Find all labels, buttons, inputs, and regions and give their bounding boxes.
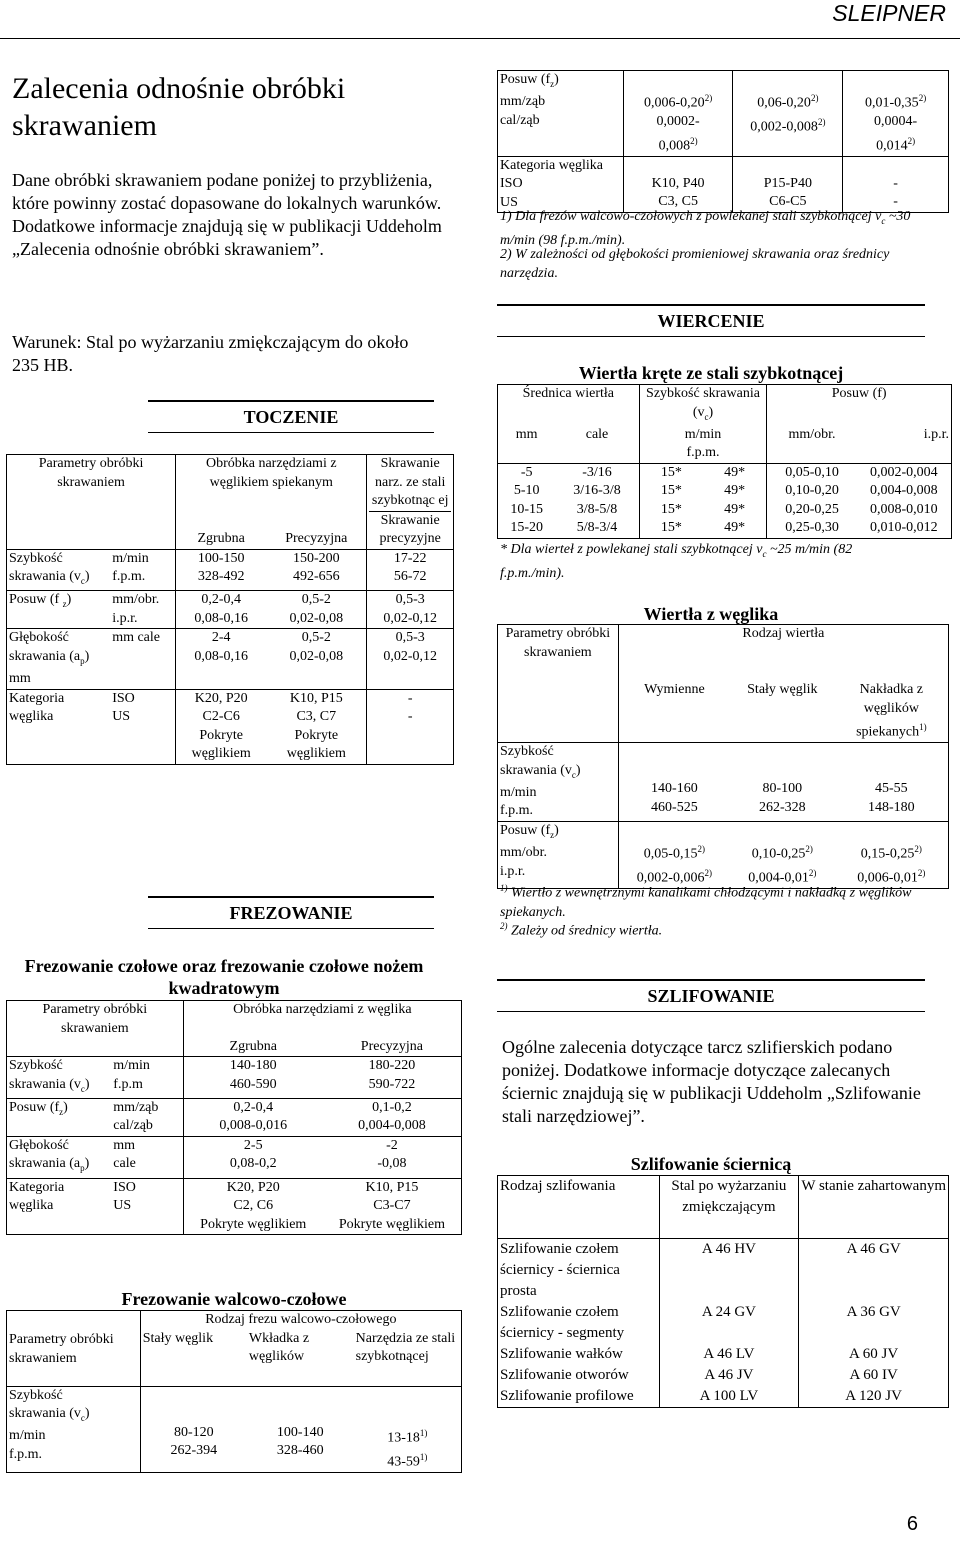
face-row-depth-unit: mm cale [111,1136,183,1178]
turning-row-speed-rough: 100-150 328-492 [176,549,267,591]
grind-row1-soft: A 46 HV [659,1239,799,1303]
milling-note-1: 1) Dla frezów walcowo-czołowych z powlekanej stali szybkotnącej $v_c$ ~30 m/min (98 f.p.m./min). [500,209,911,248]
hss-h-speed: Szybkość skrawania $(v_c)$ [639,385,767,426]
turning-row-feed-hss: 0,5-3 0,02-0,12 [367,591,454,629]
grind-row4-soft: A 46 JV [659,1365,799,1386]
feed-row-label: Posuw $(f_z)$ mm/ząb cal/ząb [500,72,559,128]
grind-h-soft: Stal po wyżarzaniu zmiękczającym [659,1176,799,1239]
hss-u-mmobr: mm/obr. [767,426,857,464]
carb-r1-tip: 45-55 148-180 [835,743,949,822]
end-h-type: Rodzaj frezu walcowo-czołowego [140,1311,461,1330]
section-szlifowanie: SZLIFOWANIE [497,979,925,1012]
carbide-note-2: $^{2)}$ Zależy od średnicy wiertła. [500,921,663,939]
carbide-drill-title: Wiertła z węglika [643,604,779,624]
hss-row1-v1: 15* [639,463,703,482]
hss-row3-v1: 15* [639,501,703,520]
hss-drill-title: Wiertła kręte ze stali szybkotnącej [578,363,844,383]
hss-row2-mm: 5-10 [513,483,540,499]
hss-row4-v1: 15* [639,519,703,538]
turning-h-hss: Skrawanie narz. ze stali szybkotnąc ej Skrawanie precyzyjne [367,455,454,550]
grade-row-c: - - [843,156,949,213]
turning-row-grade-hss: - - [367,689,454,764]
face-row-depth-fine: -2 -0,08 [323,1136,462,1178]
hss-row4-f1: 0,25-0,30 [767,519,857,538]
header-rule [0,38,960,39]
turning-h-rough: Zgrubna [176,507,267,550]
face-h-fine: Precyzyjna [360,1038,423,1054]
face-milling-table [6,1000,462,1235]
face-row-speed-label: Szybkość skrawania $(v_c)$ [7,1057,112,1099]
end-row-solid: 80-120 262-394 [140,1386,247,1472]
end-row-label: Szybkość skrawania $(v_c)$ m/min f.p.m. [7,1386,141,1472]
section-toczenie: TOCZENIE [148,400,434,433]
hss-row1-v2: 49* [703,463,767,482]
carb-r1-label: Szybkość skrawania $(v_c)$ m/min f.p.m. [498,743,619,822]
turning-h-carbide: Obróbka narzędziami z węglikiem spiekanym [176,455,367,507]
grade-row-a: K10, P40 C3, C5 [623,156,733,213]
turning-h-fine: Precyzyjna [285,531,348,546]
face-row-depth-rough: 2-5 0,08-0,2 [183,1136,323,1178]
turning-row-grade-label: Kategoria węglika [7,689,111,764]
intro-text: Dane obróbki skrawaniem podane poniżej to przybliżenia, które powinny zostać dopasowane do lokalnych warunków. Dodatkowe informacje znajdują się w publikacji Uddeholm „Zalecenia odnośnie obróbki skrawaniem”. [12,170,442,259]
grind-row3-hard: A 60 JV [799,1344,949,1365]
end-h-solid: Stały węglik [140,1330,247,1387]
hss-row4-f2: 0,010-0,012 [870,520,938,536]
turning-row-feed-rough: 0,2-0,4 0,08-0,16 [176,591,267,629]
hss-row2-v1: 15* [639,482,703,501]
carb-r2-label: Posuw $(f_z)$ mm/obr. i.p.r. [498,821,619,888]
carb-h-type: Rodzaj wiertła [618,625,948,682]
hss-row1-mm: -5 [498,463,556,482]
brand-logo: SLEIPNER [832,0,946,26]
turning-row-speed-hss: 17-22 56-72 [367,549,454,591]
face-row-feed-label: Posuw $(f_z)$ [7,1098,112,1136]
end-milling-title: Frezowanie walcowo-czołowe [121,1289,347,1309]
hss-row3-f1: 0,20-0,25 [767,501,857,520]
hss-row1-f2: 0,002-0,004 [857,463,952,482]
end-h-insert: Wkładka z węglików [248,1330,310,1364]
hss-row2-v2: 49* [724,483,746,499]
grinding-table-title: Szlifowanie ściernicą [630,1154,792,1174]
turning-row-depth-fine: 0,5-2 0,02-0,08 [266,629,367,689]
grind-row5-hard: A 120 JV [799,1386,949,1408]
grind-row3-type: Szlifowanie wałków [500,1346,623,1362]
face-row-grade-fine: K10, P15 C3-C7 Pokryte węglikiem [323,1178,462,1235]
carbide-note-1: $^{1)}$ Wiertło z wewnętrznymi kanalikami chłodzącymi i nakładką z węglików spiekanych. [500,883,912,920]
carb-h-solid: Stały węglik [747,682,818,697]
grind-row1-hard: A 46 GV [799,1239,949,1303]
hss-u-speed: m/min f.p.m. [639,426,767,464]
turning-row-feed-label: Posuw (f $_z$) [7,591,111,629]
face-h-params: Parametry obróbki skrawaniem [42,1002,148,1036]
grind-h-hard: W stanie zahartowanym [799,1176,949,1239]
section-wiercenie: WIERCENIE [497,304,925,337]
carb-h-tip: Nakładka z węglików spiekanych$^{1)}$ [856,682,927,740]
face-row-speed-unit: m/min f.p.m [111,1057,183,1099]
face-row-feed-fine: 0,1-0,2 0,004-0,008 [323,1098,462,1136]
face-row-feed-rough: 0,2-0,4 0,008-0,016 [183,1098,323,1136]
face-row-feed-unit: mm/ząb cal/ząb [111,1098,183,1136]
grind-row3-soft: A 46 LV [659,1344,799,1365]
carb-r1-solid: 80-100 262-328 [730,743,835,822]
turning-row-grade-fine: K10, P15 C3, C7 Pokryte węglikiem [266,689,367,764]
carb-r2-repl: 0,05-0,15$^{2)}$ 0,002-0,006$^{2)}$ [618,821,730,888]
hss-row3-mm: 10-15 [510,501,544,517]
condition-text: Warunek: Stal po wyżarzaniu zmiękczającym do około 235 HB. [12,332,409,375]
end-row-hss: 13-18$^{1)}$ 43-59$^{1)}$ [354,1386,462,1472]
hss-row4-cale: 5/8-3/4 [576,520,618,536]
end-milling-table [6,1310,462,1473]
carbide-drill-table [497,624,949,889]
face-h-carbide: Obróbka narzędziami z węglika [183,1001,461,1020]
carb-h-repl: Wymienne [618,681,730,743]
turning-row-grade-rough: K20, P20 C2-C6 Pokryte węglikiem [176,689,267,764]
face-milling-title: Frezowanie czołowe oraz frezowanie czołowe nożem kwadratowym [24,956,424,998]
grade-row-b: P15-P40 C6-C5 [733,156,843,213]
turning-row-depth-hss: 0,5-3 0,02-0,12 [367,629,454,689]
hss-u-mm: mm [515,426,538,442]
milling-feed-table [497,70,949,213]
face-row-grade-unit: ISO US [111,1178,183,1235]
hss-h-diam: Średnica wiertła [522,386,614,401]
page-number: 6 [906,1513,918,1535]
hss-row3-cale: 3/8-5/8 [576,501,618,517]
turning-row-depth-rough: 2-4 0,08-0,16 [176,629,267,689]
hss-h-feed: Posuw (f) [767,385,952,426]
face-row-speed-rough: 140-180 460-590 [183,1057,323,1099]
feed-row-b: 0,06-0,20$^{2)}$ 0,002-0,008$^{2)}$ [733,71,843,157]
turning-row-speed-label: Szybkość skrawania $(v_c)$ [7,549,111,591]
turning-row-depth-label: Głębokość skrawania $(a_p)$ mm [7,629,111,689]
hss-u-cale: cale [585,426,609,442]
hss-row3-f2: 0,008-0,010 [870,501,938,517]
face-h-rough: Zgrubna [183,1020,323,1057]
hss-row1-f1: 0,05-0,10 [767,463,857,482]
grind-row2-soft: A 24 GV [659,1302,799,1344]
turning-row-speed-fine: 150-200 492-656 [266,549,367,591]
turning-h-params: Parametry obróbki skrawaniem [38,456,144,490]
end-h-hss: Narzędzia ze stali szybkotnącej [355,1330,456,1364]
grind-row2-type: Szlifowanie czołem ściernicy - segmenty [500,1304,625,1341]
hss-row2-f2: 0,004-0,008 [870,483,938,499]
feed-row-c: 0,01-0,35$^{2)}$ 0,0004- 0,014$^{2)}$ [843,71,949,157]
grind-row5-type: Szlifowanie profilowe [500,1388,634,1404]
hss-u-ipr: i.p.r. [923,426,949,442]
face-row-grade-rough: K20, P20 C2, C6 Pokryte węglikiem [183,1178,323,1235]
hss-drill-note: * Dla wierteł z powlekanej stali szybkotnącej $v_c$ ~25 m/min (82 f.p.m./min). [500,542,853,581]
carb-r1-repl: 140-160 460-525 [618,743,730,822]
grind-row5-soft: A 100 LV [659,1386,799,1408]
turning-row-feed-fine: 0,5-2 0,02-0,08 [266,591,367,629]
section-frezowanie: FREZOWANIE [148,896,434,929]
turning-row-speed-unit: m/min f.p.m. [110,549,175,591]
grind-row2-hard: A 36 GV [799,1302,949,1344]
end-h-params: Parametry obróbki skrawaniem [9,1332,114,1366]
grade-row-label: Kategoria węglika ISO US [498,156,624,213]
hss-row4-v2: 49* [724,520,746,536]
hss-row4-mm: 15-20 [510,520,544,536]
carb-h-params: Parametry obróbki skrawaniem [505,626,611,660]
hss-row1-cale: -3/16 [555,463,639,482]
grind-row1-type: Szlifowanie czołem ściernicy - ściernica prosta [498,1239,660,1303]
face-row-depth-label: Głębokość skrawania $(a_p)$ [7,1136,112,1178]
face-row-speed-fine: 180-220 590-722 [323,1057,462,1099]
page-title: Zalecenia odnośnie obróbki skrawaniem [12,72,346,142]
grind-row4-type: Szlifowanie otworów [500,1367,629,1383]
turning-table [6,454,454,765]
face-row-grade-label: Kategoria węglika [7,1178,112,1235]
hss-row2-f1: 0,10-0,20 [767,482,857,501]
milling-note-2: 2) W zależności od głębokości promieniowej skrawania oraz średnicy narzędzia. [500,247,890,281]
turning-row-depth-unit: mm cale [110,629,175,689]
grinding-intro: Ogólne zalecenia dotyczące tarcz szlifierskich podano poniżej. Dodatkowe informacje dotyczące zalecanych ściernic znajdują się w publikacji Uddeholm „Szlifowanie stali narzędziowej”. [502,1037,921,1126]
grinding-table [497,1175,949,1408]
carb-r2-solid: 0,10-0,25$^{2)}$ 0,004-0,01$^{2)}$ [730,821,835,888]
grind-row4-hard: A 60 IV [799,1365,949,1386]
hss-drill-table [497,384,952,539]
feed-row-a: 0,006-0,20$^{2)}$ 0,0002- 0,008$^{2)}$ [623,71,733,157]
turning-row-grade-unit: ISO US [110,689,175,764]
turning-row-feed-unit: mm/obr. i.p.r. [110,591,175,629]
carb-r2-tip: 0,15-0,25$^{2)}$ 0,006-0,01$^{2)}$ [835,821,949,888]
hss-row2-cale: 3/16-3/8 [573,483,621,499]
end-row-insert: 100-140 328-460 [247,1386,354,1472]
hss-row3-v2: 49* [724,501,746,517]
grind-h-type: Rodzaj szlifowania [500,1178,616,1194]
